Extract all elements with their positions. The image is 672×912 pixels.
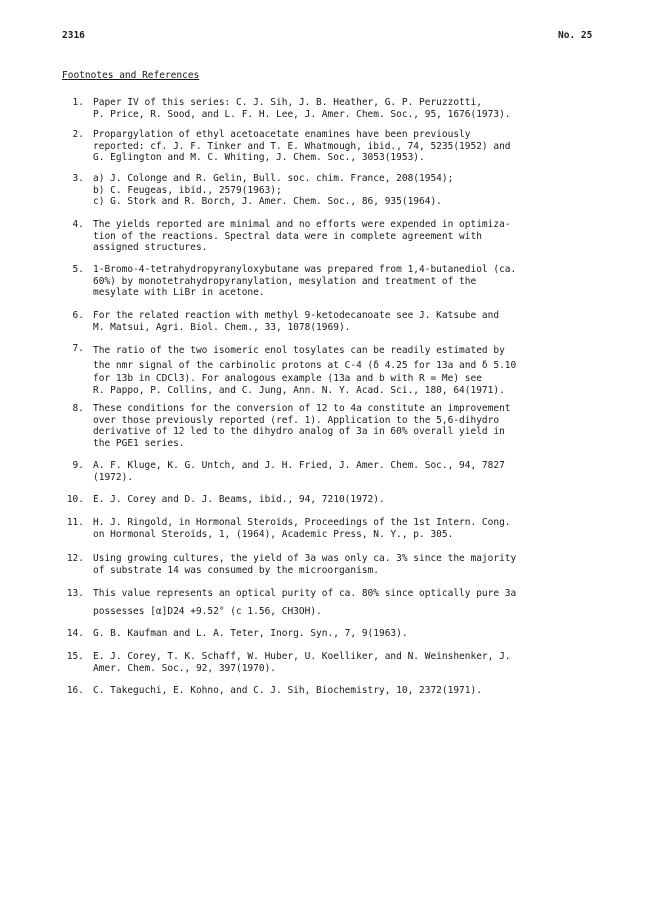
footnote-number: 3. [72,173,84,184]
footnote-line: These conditions for the conversion of 12 to 4a constitute an improvement [93,403,511,414]
footnote-line: 1-Bromo-4-tetrahydropyranyloxybutane was prepared from 1,4-butanediol (ca. [93,264,517,275]
footnote-line: M. Matsui, Agri. Biol. Chem., 33, 1078(1969). [93,321,351,333]
footnote-number: 14. [66,628,84,639]
footnote-line: (1972). [93,471,134,483]
footnote-line: The yields reported are minimal and no efforts were expended in optimiza- [93,219,511,230]
footnote-line: P. Price, R. Sood, and L. F. H. Lee, J. Amer. Chem. Soc., 95, 1676(1973). [93,108,511,120]
footnote-line: a) J. Colonge and R. Gelin, Bull. soc. chim. France, 208(1954); [93,173,454,184]
footnote-number: 13. [66,588,84,599]
footnote-line: the nmr signal of the carbinolic protons at C-4 (δ 4.25 for 13a and δ 5.10 [93,360,517,371]
footnote-line: of substrate 14 was consumed by the microorganism. [93,564,379,576]
footnote-number: 10. [66,494,84,505]
footnote-line: Paper IV of this series: C. J. Sih, J. B. Heather, G. P. Peruzzotti, [93,97,482,108]
footnote-line: H. J. Ringold, in Hormonal Steroids, Proceedings of the 1st Intern. Cong. [93,517,511,528]
footnote-line: G. Eglington and M. C. Whiting, J. Chem. Soc., 3053(1953). [93,152,425,163]
section-heading: Footnotes and References [62,70,200,81]
footnote-line: assigned structures. [93,242,208,253]
footnote-line: Using growing cultures, the yield of 3a was only ca. 3% since the majority [93,553,517,564]
footnote-line: on Hormonal Steroids, 1, (1964), Academic Press, N. Y., p. 305. [93,528,454,540]
footnote-line: tion of the reactions. Spectral data were in complete agreement with [93,230,482,242]
footnote-line: E. J. Corey and D. J. Beams, ibid., 94, 7210(1972). [93,494,385,505]
footnote-number: 4. [72,219,84,230]
footnote-line: for 13b in CDCl3). For analogous example (13a and b with R = Me) see [93,373,482,384]
footnote-line: For the related reaction with methyl 9-ketodecanoate see J. Katsube and [93,310,500,321]
footnote-line: The ratio of the two isomeric enol tosylates can be readily estimated by [93,345,505,356]
footnote-number: 5. [72,264,84,275]
footnote-line: over those previously reported (ref. 1). Application to the 5,6-dihydro [93,414,500,426]
footnote-number: 16. [66,685,84,696]
footnote-line: 60%) by monotetrahydropyranylation, mesylation and treatment of the [93,275,477,287]
footnote-number: 15. [66,651,84,662]
footnote-line: Amer. Chem. Soc., 92, 397(1970). [93,662,277,674]
footnote-number: 12. [66,553,84,564]
footnote-line: the PGE1 series. [93,437,185,449]
footnote-line: b) C. Feugeas, ibid., 2579(1963); [93,184,282,196]
footnote-line: E. J. Corey, T. K. Schaff, W. Huber, U. Koelliker, and N. Weinshenker, J. [93,651,511,662]
footnote-number: 7. [72,343,84,354]
issue-number: No. 25 [558,30,593,41]
footnote-line: C. Takeguchi, E. Kohno, and C. J. Sih, Biochemistry, 10, 2372(1971). [93,685,482,696]
footnote-number: 6. [72,310,84,321]
footnote-number: 9. [72,460,84,471]
footnote-number: 8. [72,403,84,414]
footnote-line: Propargylation of ethyl acetoacetate enamines have been previously [93,129,471,140]
footnote-line: G. B. Kaufman and L. A. Teter, Inorg. Syn., 7, 9(1963). [93,628,408,639]
footnote-line: derivative of 12 led to the dihydro analog of 3a in 60% overall yield in [93,426,505,437]
footnote-number: 11. [66,517,84,528]
footnote-line: possesses [α]D24 +9.52° (c 1.56, CH3OH). [93,605,322,617]
footnote-line: mesylate with LiBr in acetone. [93,287,265,298]
page-number: 2316 [62,30,85,41]
footnote-line: This value represents an optical purity of ca. 80% since optically pure 3a [93,588,517,599]
footnote-number: 1. [72,97,84,108]
footnote-line: reported: cf. J. F. Tinker and T. E. Whatmough, ibid., 74, 5235(1952) and [93,140,511,152]
footnote-number: 2. [72,129,84,140]
footnote-line: R. Pappo, P. Collins, and C. Jung, Ann. N. Y. Acad. Sci., 180, 64(1971). [93,384,505,396]
footnote-line: c) G. Stork and R. Borch, J. Amer. Chem. Soc., 86, 935(1964). [93,196,442,207]
footnote-line: A. F. Kluge, K. G. Untch, and J. H. Fried, J. Amer. Chem. Soc., 94, 7827 [93,460,505,471]
